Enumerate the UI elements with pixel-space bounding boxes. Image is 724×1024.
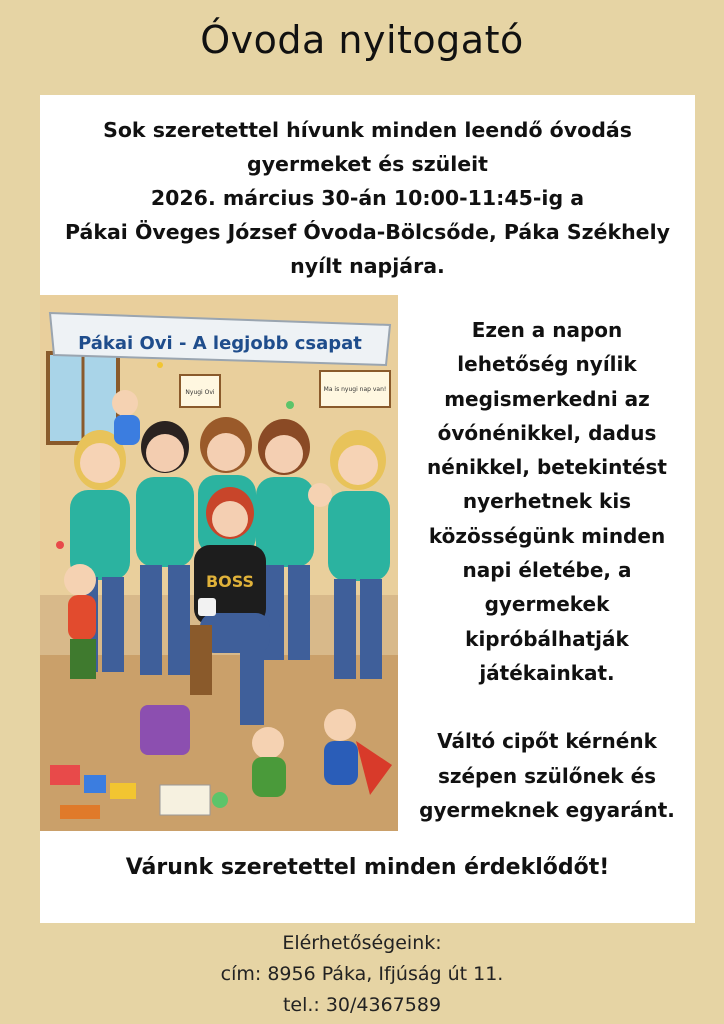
intro-text [40, 113, 695, 283]
description-line: megismerkedni az [444, 386, 650, 411]
shoes-line: szépen szülőnek és [437, 763, 657, 788]
contact-heading: Elérhetőségeink: [282, 932, 442, 954]
contact-info [0, 928, 724, 1021]
description-line: nénikkel, betekintést [427, 455, 667, 480]
shirt-text: BOSS [205, 572, 255, 591]
description-text [402, 313, 692, 827]
description-line: játékainkat. [479, 660, 615, 685]
intro-line: nyílt napjára. [290, 254, 445, 278]
sign-right-text: Ma is nyugi nap van! [323, 386, 387, 393]
banner-text: Pákai Ovi - A legjobb csapat [78, 333, 362, 354]
group-illustration [40, 295, 398, 831]
contact-phone: tel.: 30/4367589 [282, 994, 442, 1016]
description-line: napi életébe, a [462, 558, 632, 583]
intro-line: Pákai Öveges József Óvoda-Bölcsőde, Páka Székhely [65, 220, 670, 244]
page-title: Óvoda nyitogató [200, 18, 524, 62]
description-line: óvónénikkel, dadus [437, 420, 657, 445]
shoes-line: Váltó cipőt kérnénk [437, 729, 657, 754]
contact-address: cím: 8956 Páka, Ifjúság út 11. [220, 963, 504, 985]
shoes-line: gyermeknek egyaránt. [419, 797, 675, 822]
intro-line: Sok szeretettel hívunk minden leendő óvodás [103, 118, 632, 142]
description-line: közösségünk minden [428, 523, 666, 548]
description-line: lehetőség nyílik [457, 352, 637, 377]
spacer [402, 690, 692, 724]
intro-line: 2026. március 30-án 10:00-11:45-ig a [150, 186, 585, 210]
closing-text: Várunk szeretettel minden érdeklődőt! [125, 855, 610, 880]
intro-line: gyermeket és szüleit [247, 152, 488, 176]
description-line: Ezen a napon [471, 318, 623, 342]
description-line: kipróbálhatják [465, 626, 629, 651]
description-line: gyermekek [484, 592, 610, 617]
content-card [40, 95, 695, 923]
sign-left-text: Nyugi Ovi [185, 389, 215, 396]
description-line: nyerhetnek kis [462, 489, 632, 514]
